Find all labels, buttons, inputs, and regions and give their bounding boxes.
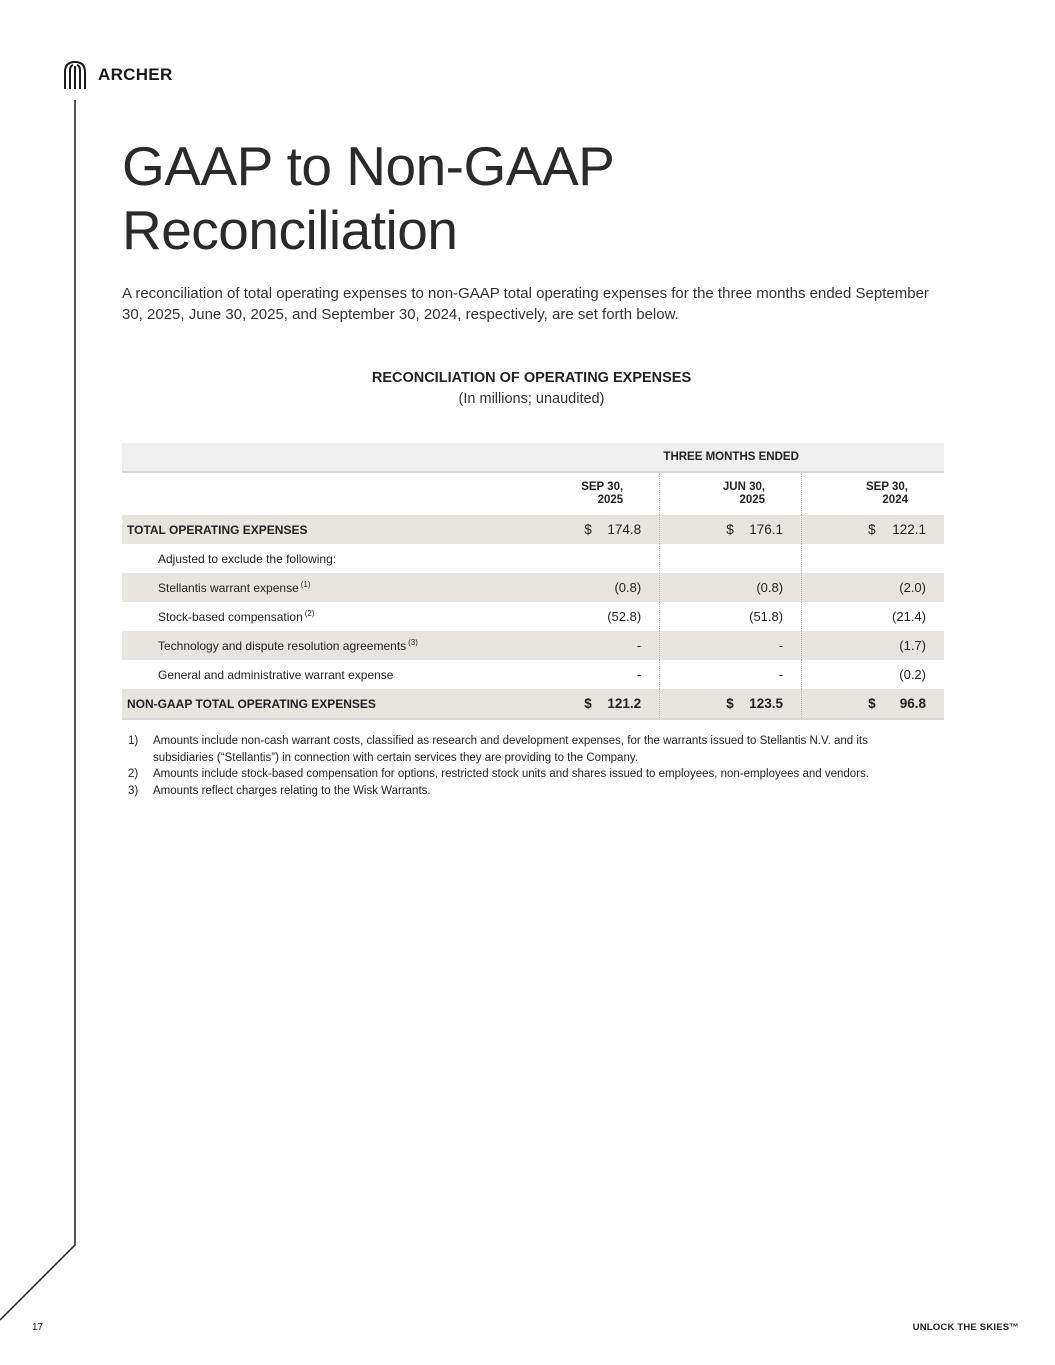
table-row-ga-warrant-expense	[122, 660, 944, 689]
row-label: Stellantis warrant expense $^{(1)}$	[122, 573, 518, 602]
value-cell: (0.8)	[518, 573, 659, 602]
row-label: Stock-based compensation $^{(2)}$	[158, 609, 315, 624]
footnote-ref: (3)	[408, 638, 418, 647]
page-title-line-1: GAAP to Non-GAAP	[122, 135, 615, 197]
value-cell: -	[660, 631, 802, 660]
value-cell: (51.8)	[660, 602, 802, 631]
value-cell: (2.0)	[802, 573, 944, 602]
intro-paragraph: A reconciliation of total operating expenses to non-GAAP total operating expenses for the three months ended September 30, 2025, June 30, 2025, and September 30, 2024, respectively, are set forth below.	[122, 285, 929, 323]
value-cell: (21.4)	[802, 602, 944, 631]
value-cell: $ 123.5	[660, 689, 802, 719]
table-period-header-row	[122, 443, 944, 472]
value-cell: (1.7)	[802, 631, 944, 660]
table-column-header-row	[122, 472, 944, 515]
archer-logo	[62, 60, 173, 90]
value-cell: -	[518, 631, 659, 660]
row-label: NON-GAAP TOTAL OPERATING EXPENSES	[122, 689, 518, 719]
value-cell: $ 176.1	[660, 515, 802, 544]
value-cell: -	[636, 667, 642, 682]
table-row-non-gaap-total	[122, 689, 944, 719]
column-header-sep-30-2024: SEP 30, 2024	[802, 472, 944, 515]
table-row-total-operating-expenses	[122, 515, 944, 544]
reconciliation-table	[122, 443, 944, 720]
footnote-ref: (1)	[300, 580, 311, 589]
table-row-stellantis-warrant-expense	[122, 573, 944, 602]
footer-tagline: UNLOCK THE SKIES™	[912, 1322, 1019, 1333]
archer-logo-icon	[62, 60, 88, 90]
value-cell: (0.2)	[802, 660, 944, 689]
page-number: 17	[32, 1322, 44, 1333]
row-label: Technology and dispute resolution agreements $^{(3)}$	[122, 631, 518, 660]
brand-wordmark: ARCHER	[98, 65, 173, 84]
value-cell: $ 122.1	[802, 515, 944, 544]
table-row-stock-based-compensation	[122, 602, 944, 631]
value-cell: $ 96.8	[802, 689, 944, 719]
page-title	[122, 134, 614, 262]
value-cell: (52.8)	[607, 609, 642, 624]
row-label: General and administrative warrant expense	[158, 667, 394, 682]
table-row-adjustments-heading	[122, 544, 944, 573]
column-header-sep-30-2025: SEP 30, 2025	[581, 481, 624, 506]
row-label: Adjusted to exclude the following:	[158, 551, 337, 566]
table-title: RECONCILIATION OF OPERATING EXPENSES	[371, 370, 692, 386]
footnote-ref: (2)	[304, 609, 315, 618]
value-cell: -	[660, 660, 802, 689]
value-cell: $ 121.2	[518, 689, 659, 719]
footnote-3: 3) Amounts reflect charges relating to the Wisk Warrants.	[128, 784, 431, 797]
table-row-technology-dispute-agreements	[122, 631, 944, 660]
value-cell: (0.8)	[660, 573, 802, 602]
row-label: TOTAL OPERATING EXPENSES	[122, 515, 518, 544]
period-header: THREE MONTHS ENDED	[518, 443, 944, 472]
column-header-jun-30-2025: JUN 30, 2025	[660, 472, 802, 515]
page-title-line-2: Reconciliation	[122, 199, 458, 261]
footnote-1: 1) Amounts include non-cash warrant costs, classified as research and development expenses, for the warrants issued to Stellantis N.V. and its subsidiaries (“Stellantis”) in connection with certain services they are providing to the Company.	[128, 735, 868, 764]
footnote-2: 2) Amounts include stock-based compensation for options, restricted stock units and shares issued to employees, non-employees and vendors.	[128, 768, 869, 780]
value-cell: $ 174.8	[518, 515, 659, 544]
footnotes	[128, 733, 928, 799]
table-subtitle: (In millions; unaudited)	[458, 391, 605, 407]
